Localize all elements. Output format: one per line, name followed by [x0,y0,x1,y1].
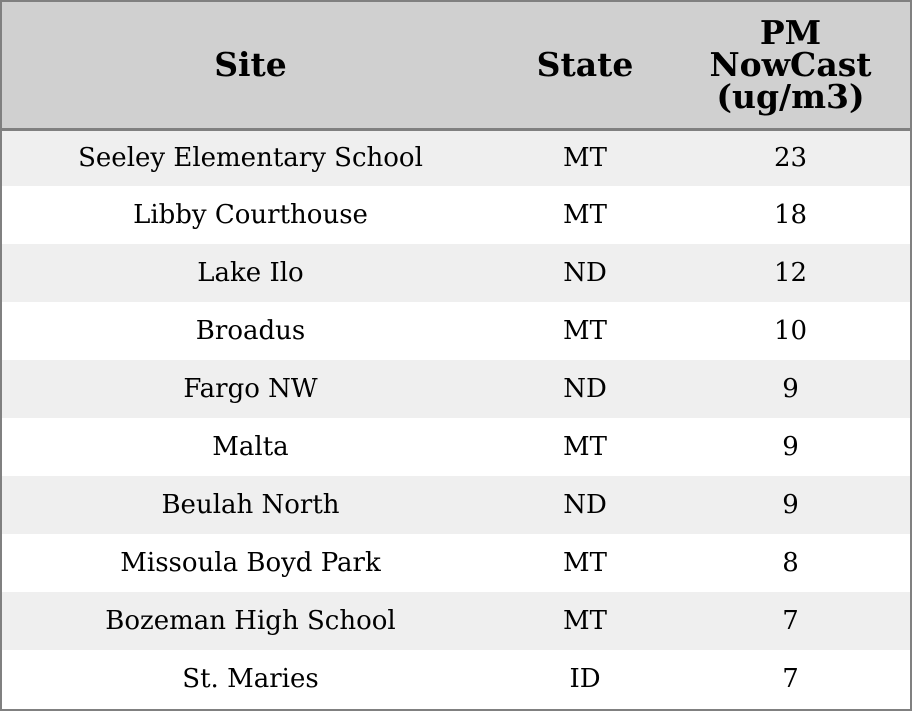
table-header [2,2,910,129]
pm-nowcast-cell: 7 [782,663,799,694]
state-cell: MT [563,606,607,636]
header-pm-nowcast [671,2,910,129]
site-cell: Missoula Boyd Park [120,548,381,578]
site-cell: Seeley Elementary School [78,143,423,174]
header-pm-line-3: (ug/m3) [716,76,865,116]
pm-nowcast-table [2,2,910,707]
state-cell: ND [563,258,607,288]
header-pm-line-1: PM [759,12,822,52]
table-row [2,592,910,650]
table-body [2,129,910,707]
header-site-label: Site [214,44,287,84]
state-cell: MT [563,143,607,174]
table-row [2,244,910,302]
site-cell: Libby Courthouse [133,200,368,230]
table-row [2,534,910,592]
header-row [2,2,910,129]
table-row [2,186,910,244]
site-cell: Broadus [195,316,306,346]
header-site [2,2,499,129]
site-cell: Fargo NW [183,374,318,404]
header-state-label: State [536,44,634,84]
state-cell: ID [569,663,601,694]
pm-nowcast-cell: 10 [773,316,808,346]
pm-nowcast-cell: 18 [773,200,808,230]
state-cell: ND [563,490,607,520]
pm-nowcast-cell: 23 [773,143,808,174]
pm-nowcast-cell: 9 [782,432,799,462]
table-row [2,129,910,186]
pm-nowcast-cell: 7 [782,606,799,636]
site-cell: Beulah North [161,490,340,520]
pm-nowcast-cell: 9 [782,374,799,404]
table-row [2,418,910,476]
header-state [499,2,671,129]
table-row [2,476,910,534]
state-cell: MT [563,548,607,578]
header-pm-line-2: NowCast [709,44,872,84]
table-row [2,302,910,360]
site-cell: St. Maries [182,663,319,694]
state-cell: MT [563,200,607,230]
state-cell: MT [563,316,607,346]
state-cell: MT [563,432,607,462]
table-row [2,650,910,707]
pm-nowcast-cell: 12 [773,258,808,288]
table-row [2,360,910,418]
site-cell: Lake Ilo [197,258,304,288]
site-cell: Malta [212,432,289,462]
pm-nowcast-cell: 9 [782,490,799,520]
pm-nowcast-cell: 8 [782,548,799,578]
site-cell: Bozeman High School [105,606,396,636]
state-cell: ND [563,374,607,404]
